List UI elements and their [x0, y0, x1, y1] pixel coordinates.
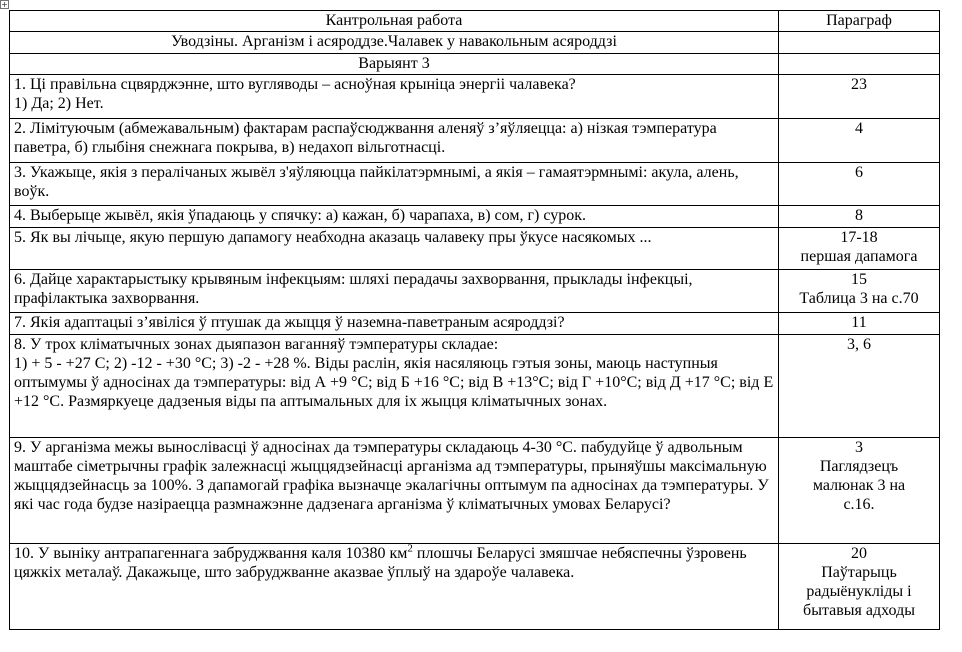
section-title-paragraph	[779, 32, 940, 54]
question-paragraph: 4	[779, 119, 940, 163]
section-title: Уводзіны. Арганізм і асяроддзе.Чалавек у навакольным асяроддзі	[10, 32, 779, 54]
question-paragraph: 8	[779, 206, 940, 228]
question-paragraph: 20 Паўтарыць радыёнукліды і бытавыя адходы	[779, 544, 940, 630]
table-row	[10, 544, 940, 630]
table-row	[10, 270, 940, 313]
control-work-table	[9, 10, 940, 630]
table-header-row	[10, 11, 940, 32]
question-text-before: 10. У выніку антрапагеннага забруджвання каля 10380 км	[14, 545, 408, 562]
header-paragraph-label: Параграф	[779, 11, 940, 32]
question-text: 1. Ці правільна сцвярджэнне, што вугляводы – асноўная крыніца энергіі чалавека? 1) Да; 2) Нет.	[10, 75, 779, 119]
question-paragraph: 11	[779, 313, 940, 335]
question-text: 3. Укажыце, якія з пералічаных жывёл з'яўляюцца пайкілатэрмнымі, а якія – гамаятэрмнымі: акула, алень, воўк.	[10, 163, 779, 206]
table-row	[10, 228, 940, 270]
question-paragraph: 15 Таблица 3 на с.70	[779, 270, 940, 313]
variant-row	[10, 54, 940, 75]
table-move-handle[interactable]: +	[1, 0, 8, 9]
table-row	[10, 206, 940, 228]
header-title: Кантрольная работа	[10, 11, 779, 32]
question-text: 9. У арганізма межы вынослівасці ў адносінах да тэмпературы складаюць 4-30 °С. пабудуйце ў адвольным маштабе сіметрычны графік залежнасці жыццядзейнасці арганізма ад тэмпературы, прыняўшы максімальную жыццядзейнасць за 100%. З дапамогай графіка вызначце экалагічны оптымум па адносінах да тэмпературы. У які час года будзе назіраецца размнажэнне дадзенага арганізма ў кліматычных умовах Беларусі?	[10, 438, 779, 544]
table-row	[10, 335, 940, 438]
question-paragraph: 3, 6	[779, 335, 940, 438]
variant-label: Варыянт 3	[10, 54, 779, 75]
question-paragraph: 17-18 першая дапамога	[779, 228, 940, 270]
question-paragraph: 3 Паглядзецъ малюнак 3 на с.16.	[779, 438, 940, 544]
question-paragraph: 6	[779, 163, 940, 206]
question-text: 4. Выберыце жывёл, якія ўпадаюць у спячку: а) кажан, б) чарапаха, в) сом, г) сурок.	[10, 206, 779, 228]
section-title-row	[10, 32, 940, 54]
question-text: 5. Як вы лічыце, якую першую дапамогу неабходна аказаць чалавеку пры ўкусе насякомых ...	[10, 228, 779, 270]
question-paragraph: 23	[779, 75, 940, 119]
question-text	[10, 544, 779, 630]
question-text: 2. Лімітуючым (абмежавальным) фактарам распаўсюджвання аленяў з’яўляецца: а) нізкая тэмпература паветра, б) глыбіня снежнага покрыва, в) недахоп вільготнасці.	[10, 119, 779, 163]
question-text: 7. Якія адаптацыі з’явіліся ў птушак да жыцця ў наземна-паветраным асяроддзі?	[10, 313, 779, 335]
question-text: 8. У трох кліматычных зонах дыяпазон ваганняў тэмпературы складае: 1) + 5 - +27 С; 2) -12 - +30 °С; 3) -2 - +28 %. Віды раслін, якія насяляюць гэтыя зоны, маюць наступныя оптымумы ў адносінах да тэмпературы: від А +9 °С; від Б +16 °С; від В +13°С; від Г +10°С; від Д +17 °С; від Е +12 °С. Размяркуеце дадзеныя віды па аптымальных для іх жыцця кліматычных зонах.	[10, 335, 779, 438]
table-row	[10, 75, 940, 119]
table-row	[10, 438, 940, 544]
question-text-after: плошчы Беларусі змяшчае небяспечны ўзровень цяжкіх металаў. Дакажыце, што забруджванне аказвае ўплыў на здароўе чалавека.	[14, 545, 747, 581]
variant-paragraph	[779, 54, 940, 75]
superscript-two: 2	[407, 543, 413, 555]
question-text: 6. Дайце характарыстыку крывяным інфекцыям: шляхі перадачы захворвання, прыклады інфекцыі, прафілактыка захворвання.	[10, 270, 779, 313]
table-row	[10, 313, 940, 335]
table-row	[10, 119, 940, 163]
table-row	[10, 163, 940, 206]
